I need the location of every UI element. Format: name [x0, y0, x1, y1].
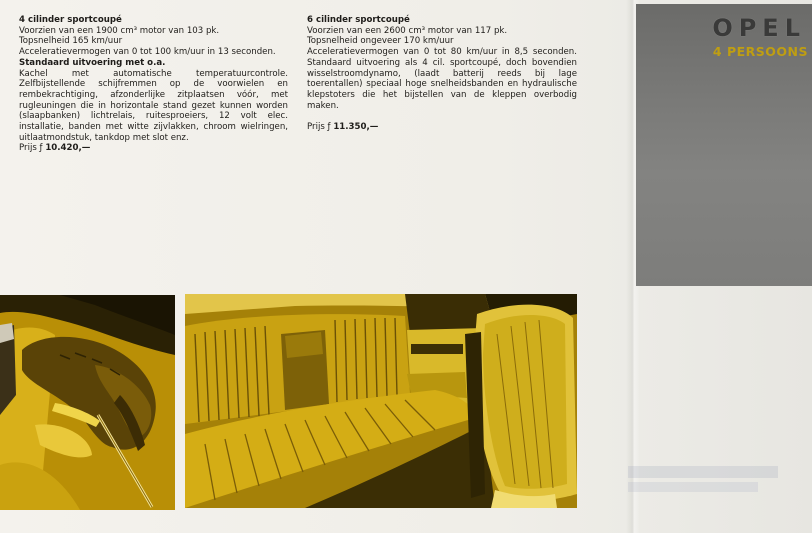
left-acceleration-line: Acceleratievermogen van 0 tot 100 km/uur in 13 seconden.	[19, 47, 276, 58]
left-text-column	[19, 15, 288, 154]
left-price-label: Prijs ƒ	[19, 143, 43, 154]
left-title: 4 cilinder sportcoupé	[19, 15, 122, 25]
left-engine-line: Voorzien van een 1900 cm³ motor van 103 pk.	[19, 25, 220, 36]
left-price-value: 10.420,—	[45, 143, 91, 154]
cover-panel	[636, 4, 812, 286]
glove-photo-illustration	[0, 295, 175, 510]
right-price-gap	[307, 111, 577, 122]
glove-gearshift-photo	[0, 295, 175, 510]
right-text-column	[307, 15, 577, 133]
cover-subtitle: 4 PERSOONS	[712, 44, 808, 59]
dealer-stamp-mark	[626, 462, 786, 496]
right-price	[307, 122, 577, 133]
right-speed-line: Topsnelheid ongeveer 170 km/uur	[307, 36, 454, 47]
left-equipment-heading: Standaard uitvoering met o.a.	[19, 57, 166, 68]
right-title: 6 cilinder sportcoupé	[307, 15, 410, 25]
interior-photo-illustration	[185, 294, 577, 508]
cover-brand: OPEL	[712, 14, 806, 42]
right-price-value: 11.350,—	[333, 122, 379, 133]
left-speed-line: Topsnelheid 165 km/uur	[19, 36, 123, 47]
right-price-label: Prijs ƒ	[307, 122, 331, 133]
right-engine-line: Voorzien van een 2600 cm³ motor van 117 pk.	[307, 25, 508, 36]
left-equipment-text: Kachel met automatische temperatuurcontrole. Zelfbijstellende schijfremmen op de voorwielen en rembekrachtiging, afzonderlijke zitplaatsen vóór, met rugleuningen die in horizontale stand gezet kunnen worden (slaapbanken) lichtrelais, ruitesproeiers, 12 volt elec. installatie, banden met witte zijvlakken, chroom wielringen, uitlaatmondstuk, tankdop met slot enz.	[19, 68, 288, 143]
interior-seat-photo	[185, 294, 577, 508]
left-price	[19, 143, 288, 154]
right-acceleration-line: Acceleratievermogen van 0 tot 80 km/uur in 8,5 seconden. Standaard uitvoering als 4 cil. sportcoupé, doch bovendien wisselstroomdynamo, (laadt batterij reeds bij lage toerentallen) speciaal hoge snelheidsbanden en hydraulische klepstoters die het bijstellen van de kleppen overbodig maken.	[307, 47, 577, 111]
